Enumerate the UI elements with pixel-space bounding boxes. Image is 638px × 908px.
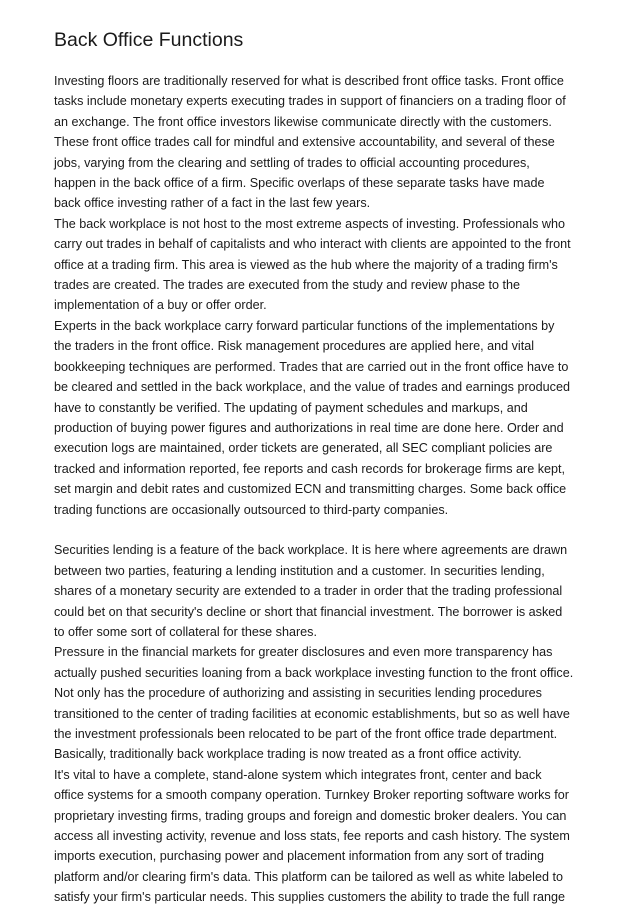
paragraph-spacer <box>54 520 594 540</box>
text-line: implementation of a buy or offer order. <box>54 298 267 313</box>
text-line: trades are created. The trades are executed from the study and review phase to the <box>54 278 521 293</box>
text-line: office systems for a smooth company operation. Turnkey Broker reporting software works for <box>54 788 569 803</box>
text-line: tasks include monetary experts executing trades in support of financiers on a trading floor of <box>54 94 566 109</box>
text-line: Pressure in the financial markets for greater disclosures and even more transparency has <box>54 645 553 660</box>
text-line: Basically, traditionally back workplace trading is now treated as a front office activity. <box>54 747 522 762</box>
text-line: shares of a monetary security are extended to a trader in order that the trading professional <box>54 584 563 599</box>
text-line: to offer some sort of collateral for these shares. <box>54 624 317 639</box>
text-line: have to constantly be verified. The updating of payment schedules and markups, and <box>54 400 528 415</box>
text-line: office at a trading firm. This area is viewed as the hub where the majority of a trading firm's <box>54 257 558 272</box>
text-line: tracked and information reported, fee reports and cash records for brokerage firms are kept, <box>54 461 565 476</box>
text-line: It's vital to have a complete, stand-alone system which integrates front, center and back <box>54 767 542 782</box>
text-line: Experts in the back workplace carry forward particular functions of the implementations by <box>54 318 555 333</box>
text-line: These front office trades call for mindful and extensive accountability, and several of these <box>54 135 555 150</box>
paragraph-pressure <box>54 642 594 764</box>
text-line: the investment professionals been relocated to be part of the front office trade department. <box>54 726 558 741</box>
text-line: back office investing rather of a fact in the last few years. <box>54 196 371 211</box>
text-line: carry out trades in behalf of capitalists and who interact with clients are appointed to the front <box>54 237 571 252</box>
text-line: happen in the back office of a firm. Specific overlaps of these separate tasks have made <box>54 176 545 191</box>
text-line: The back workplace is not host to the most extreme aspects of investing. Professionals who <box>54 216 565 231</box>
text-line: an exchange. The front office investors likewise communicate directly with the customers. <box>54 114 552 129</box>
text-line: execution logs are maintained, order tickets are generated, all SEC compliant policies are <box>54 441 553 456</box>
text-line: the traders in the front office. Risk management procedures are applied here, and vital <box>54 339 535 354</box>
paragraph-securities-lending <box>54 540 594 642</box>
paragraph-front-office <box>54 71 594 214</box>
document-page <box>54 26 594 908</box>
text-line: actually pushed securities loaning from a back workplace investing function to the front office. <box>54 665 574 680</box>
text-line: Not only has the procedure of authorizing and assisting in securities lending procedures <box>54 686 542 701</box>
document-title: Back Office Functions <box>54 29 244 51</box>
text-line: proprietary investing firms, trading groups and foreign and domestic broker dealers. You can <box>54 808 567 823</box>
text-line: imports execution, purchasing power and placement information from any sort of trading <box>54 849 545 864</box>
text-line: could bet on that security's decline or short that financial investment. The borrower is asked <box>54 604 563 619</box>
text-line: transitioned to the center of trading facilities at economic establishments, but so as well have <box>54 706 570 721</box>
text-line: jobs, varying from the clearing and settling of trades to official accounting procedures, <box>54 155 530 170</box>
paragraph-experts <box>54 316 594 520</box>
text-line: bookkeeping techniques are performed. Trades that are carried out in the front office have to <box>54 359 569 374</box>
text-line: satisfy your firm's particular needs. This supplies customers the ability to trade the full range <box>54 890 566 905</box>
text-line: Investing floors are traditionally reserved for what is described front office tasks. Front office <box>54 74 564 88</box>
text-line: set margin and debit rates and customized ECN and transmitting charges. Some back office <box>54 482 567 497</box>
text-line: be cleared and settled in the back workplace, and the value of trades and earnings produced <box>54 380 570 395</box>
text-line: Securities lending is a feature of the back workplace. It is here where agreements are drawn <box>54 543 568 558</box>
text-line: trading functions are occasionally outsourced to third-party companies. <box>54 502 449 517</box>
text-line: access all investing activity, revenue and loss stats, fee reports and cash history. The system <box>54 829 570 844</box>
paragraph-back-workplace <box>54 214 594 316</box>
text-line: production of buying power figures and authorizations in real time are done here. Order and <box>54 420 564 435</box>
text-line: between two parties, featuring a lending institution and a customer. In securities lending, <box>54 563 545 578</box>
paragraph-turnkey-system <box>54 765 594 908</box>
text-line: platform and/or clearing firm's data. This platform can be tailored as well as white labeled to <box>54 869 563 884</box>
